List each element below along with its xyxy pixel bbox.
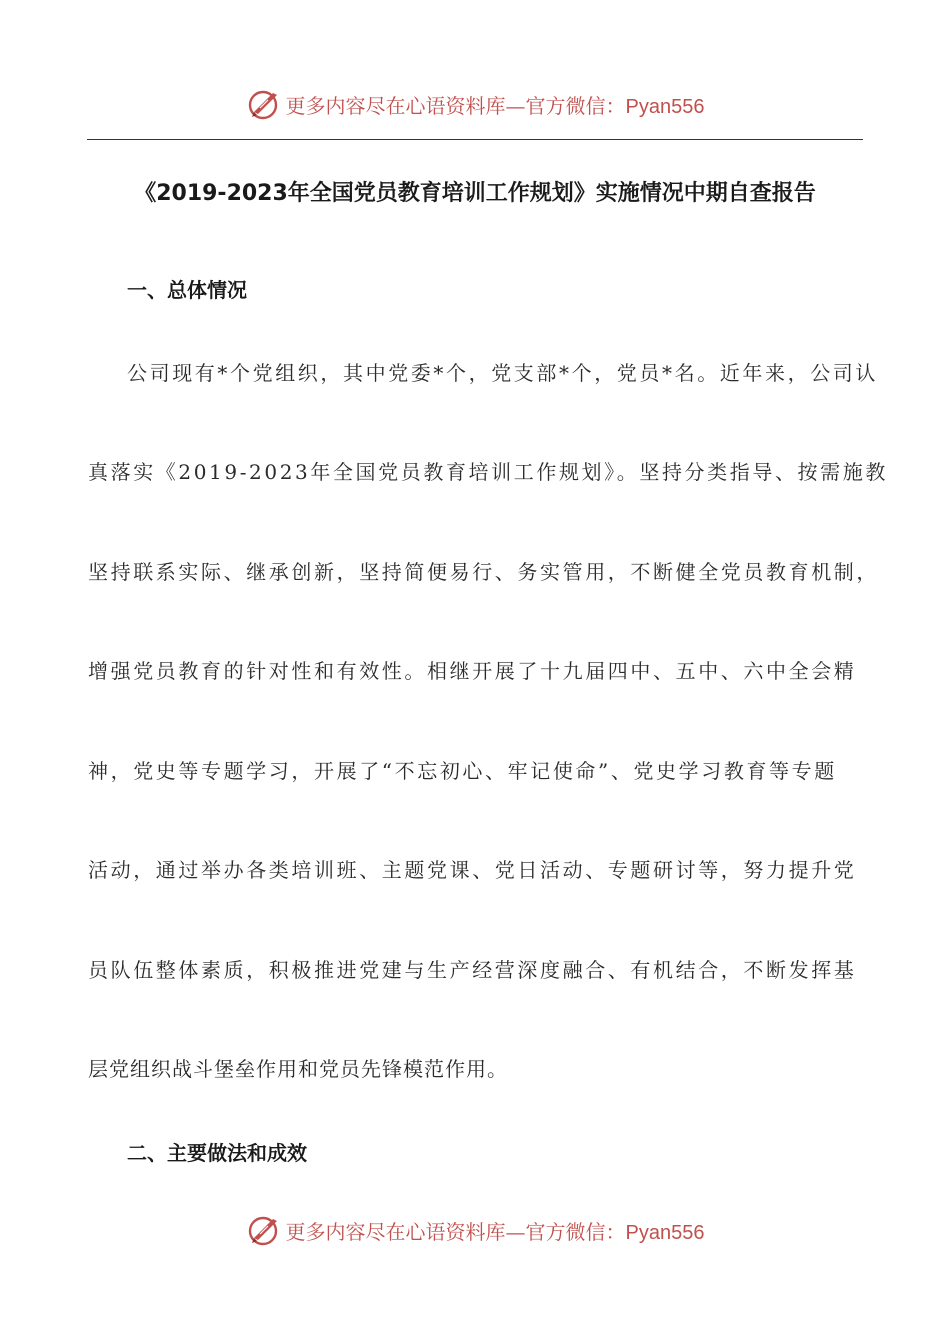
paragraph-line: 活动，通过举办各类培训班、主题党课、党日活动、专题研讨等，努力提升党 [88, 858, 857, 882]
paragraph-line: 真落实《2019-2023年全国党员教育培训工作规划》。坚持分类指导、按需施教 [88, 460, 888, 484]
footer-banner-text: 更多内容尽在心语资料库—官方微信：Pyan556 [285, 1219, 705, 1244]
header-divider [87, 139, 863, 140]
section-heading-overview: 一、总体情况 [127, 278, 247, 302]
header-wechat-id: Pyan556 [625, 95, 705, 118]
paragraph-line: 坚持联系实际、继承创新，坚持简便易行、务实管用，不断健全党员教育机制， [88, 560, 879, 584]
paragraph-line: 增强党员教育的针对性和有效性。相继开展了十九届四中、五中、六中全会精 [88, 659, 857, 683]
paragraph-line: 公司现有*个党组织，其中党委*个，党支部*个，党员*名。近年来，公司认 [127, 361, 878, 385]
pen-circle-logo-icon [246, 86, 282, 122]
paragraph-line: 神，党史等专题学习，开展了“不忘初心、牢记使命”、党史学习教育等专题 [88, 759, 837, 783]
paragraph-line: 层党组织战斗堡垒作用和党员先锋模范作用。 [88, 1057, 508, 1081]
footer-banner [0, 1210, 950, 1250]
paragraph-line: 员队伍整体素质，积极推进党建与生产经营深度融合、有机结合，不断发挥基 [88, 958, 857, 982]
footer-wechat-id: Pyan556 [625, 1221, 705, 1244]
pen-circle-logo-icon [246, 1212, 282, 1248]
header-banner-text: 更多内容尽在心语资料库—官方微信：Pyan556 [285, 93, 705, 118]
document-title: 《2019-2023年全国党员教育培训工作规划》实施情况中期自查报告 [134, 181, 816, 206]
header-banner [0, 84, 950, 124]
section-heading-practices: 二、主要做法和成效 [127, 1141, 307, 1165]
